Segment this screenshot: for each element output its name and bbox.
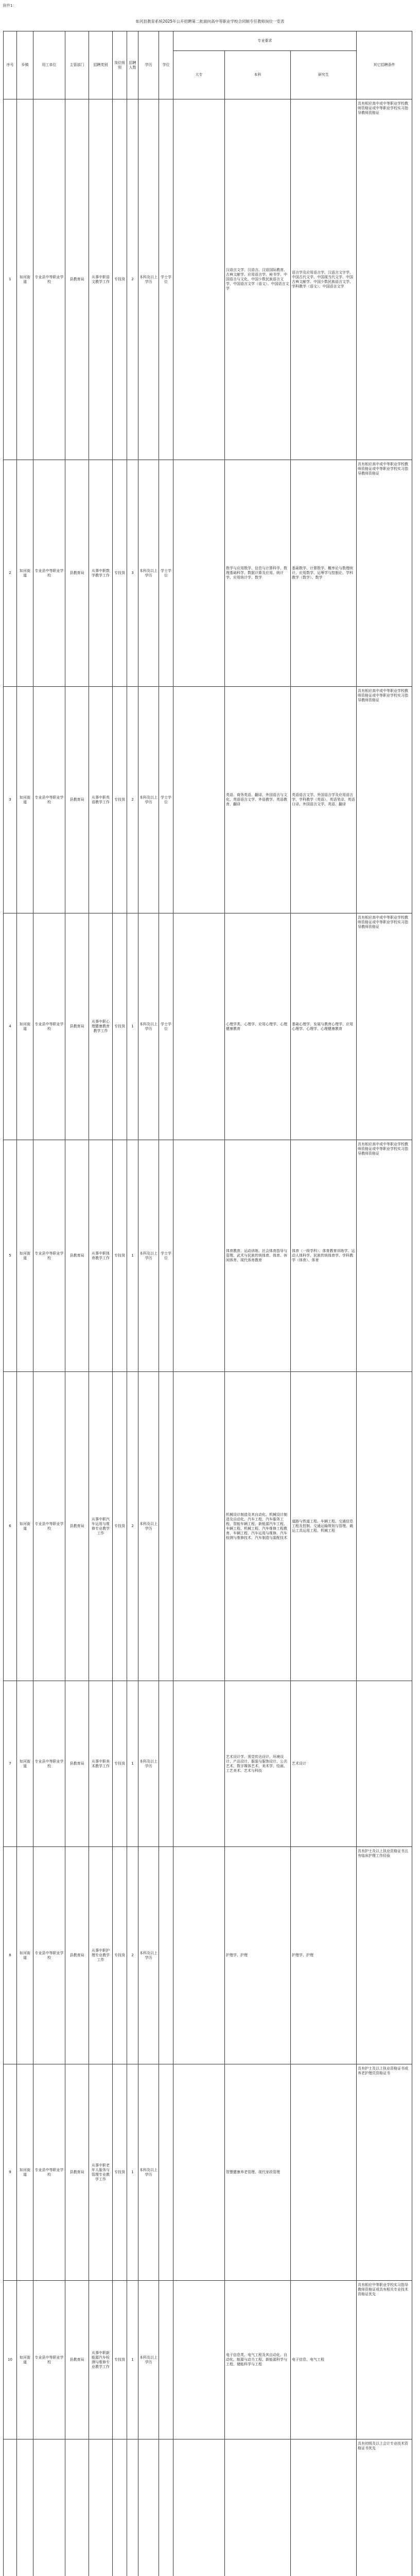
row-postgrad <box>291 2064 357 2281</box>
row-category: 从事中职汽车运用与维修专业教学工作 <box>89 1372 113 1681</box>
row-dept: 县教育局 <box>65 460 89 687</box>
row-edu: 本科及以上学历 <box>138 1681 159 1847</box>
row-undergrad <box>225 2439 291 2576</box>
job-table-wrapper <box>3 31 412 2576</box>
row-town: 如河街道 <box>17 913 33 1140</box>
row-town: 如河街道 <box>17 1847 33 2064</box>
row-undergrad: 数学与应用数学、信息与计算科学、数理基础科学、数据计算及应用、统计学、应用统计学、数学 <box>225 460 291 687</box>
table-row <box>4 1140 412 1372</box>
row-plan: 3 <box>127 460 138 687</box>
row-plan: 1 <box>127 1681 138 1847</box>
row-unit: 专业县中等职业学校 <box>33 1681 65 1847</box>
table-row <box>4 687 412 913</box>
row-town: 如河街道 <box>17 2281 33 2439</box>
row-category: 从事中职老年人服务与管理专业教学工作 <box>89 2064 113 2281</box>
row-degree: 学士学位 <box>159 99 173 460</box>
row-edu <box>138 2439 159 2576</box>
col-header-edu: 学历 <box>138 31 159 99</box>
row-postgrad: 道路与铁道工程、车辆工程、交通信息工程及控制、交通运输规划与管理、载运工具运用工程、机械工程 <box>291 1372 357 1681</box>
row-town: 如河街道 <box>17 460 33 687</box>
col-header-level: 岗位级别 <box>113 31 127 99</box>
row-other: 具有护士及以上执业资格证书或养老护理员资格证书 <box>357 2064 412 2281</box>
row-plan: 2 <box>127 1372 138 1681</box>
table-row <box>4 1681 412 1847</box>
row-postgrad: 艺术设计 <box>291 1681 357 1847</box>
row-postgrad: 英语语言文学、外国语言学及应用语言学、学科教学（英语）、英语笔译、英语口译、外国语言文学、英语、翻译 <box>291 687 357 913</box>
row-degree: 学士学位 <box>159 687 173 913</box>
row-other: 具有初级及以上会计专业技术资格证书优先 <box>357 2439 412 2576</box>
row-edu: 本科及以上学历 <box>138 460 159 687</box>
row-category: 从事中职体育教学工作 <box>89 1140 113 1372</box>
row-major-class <box>173 2439 225 2576</box>
row-postgrad: 护理学、护理 <box>291 1847 357 2064</box>
row-degree <box>159 2281 173 2439</box>
row-unit: 专业县中等职业学校 <box>33 913 65 1140</box>
row-level: 专技岗 <box>113 460 127 687</box>
row-town: 如河街道 <box>17 1372 33 1681</box>
row-plan: 2 <box>127 1847 138 2064</box>
row-undergrad: 心理学类、心理学、应用心理学、心理健康教育 <box>225 913 291 1140</box>
row-category: 从事中职语文教学工作 <box>89 99 113 460</box>
row-undergrad: 智慧健康养老管理、现代家政管理 <box>225 2064 291 2281</box>
row-degree <box>159 2064 173 2281</box>
row-category <box>89 2439 113 2576</box>
row-plan <box>127 2439 138 2576</box>
col-header-unit: 用工单位 <box>33 31 65 99</box>
header-row-1 <box>4 31 412 51</box>
table-row <box>4 2064 412 2281</box>
row-edu: 本科及以上学历 <box>138 1140 159 1372</box>
row-level: 专技岗 <box>113 1140 127 1372</box>
table-row <box>4 2439 412 2576</box>
row-major-class <box>173 1372 225 1681</box>
row-town: 如河街道 <box>17 687 33 913</box>
row-edu: 本科及以上学历 <box>138 1372 159 1681</box>
row-plan: 1 <box>127 2064 138 2281</box>
row-undergrad: 汉语言文学、汉语言、汉语国际教育、古典文献学、应用语言学、秘书学、中国语言与文化、中国少数民族语言文学、中国语言文学（语文）、中国语言文学 <box>225 99 291 460</box>
table-row <box>4 1372 412 1681</box>
row-edu: 本科及以上学历 <box>138 2281 159 2439</box>
row-major-class <box>173 1847 225 2064</box>
row-town <box>17 2439 33 2576</box>
row-level: 专技岗 <box>113 99 127 460</box>
row-dept: 县教育局 <box>65 1372 89 1681</box>
row-seq: 4 <box>4 913 17 1140</box>
row-degree: 学士学位 <box>159 913 173 1140</box>
row-town: 如河街道 <box>17 1140 33 1372</box>
row-postgrad: 体育（一级学科）、体育教育训练学、运动人体科学、民族传统体育学、学科教学（体育）、体育 <box>291 1140 357 1372</box>
row-postgrad: 基础数学、计算数学、概率论与数理统计、应用数学、运筹学与控制论、学科教学（数学）、数学 <box>291 460 357 687</box>
col-header-seq: 序号 <box>4 31 17 99</box>
row-dept: 县教育局 <box>65 687 89 913</box>
row-undergrad: 英语、商务英语、翻译、外国语言与文化、英语语言文学、外语教学、英语教育、翻译 <box>225 687 291 913</box>
row-dept: 县教育局 <box>65 913 89 1140</box>
row-degree <box>159 1372 173 1681</box>
row-unit: 专业县中等职业学校 <box>33 2281 65 2439</box>
row-degree <box>159 1847 173 2064</box>
row-other <box>357 1372 412 1681</box>
row-level: 专技岗 <box>113 2064 127 2281</box>
row-plan: 2 <box>127 99 138 460</box>
row-seq: 5 <box>4 1140 17 1372</box>
job-table-body <box>4 99 412 2576</box>
row-other: 具有相应中等职业学校实习指导教师资格证或具有相关专业技术资格证优先 <box>357 2281 412 2439</box>
row-major-class <box>173 687 225 913</box>
row-plan: 1 <box>127 2281 138 2439</box>
row-unit <box>33 2439 65 2576</box>
col-header-town: 乡镇 <box>17 31 33 99</box>
row-town: 如河街道 <box>17 1681 33 1847</box>
col-header-dept: 主管部门 <box>65 31 89 99</box>
row-level: 专技岗 <box>113 913 127 1140</box>
row-undergrad: 护理学、护理 <box>225 1847 291 2064</box>
row-seq: 6 <box>4 1372 17 1681</box>
col-header-postgrad: 研究生 <box>291 51 357 99</box>
col-header-category: 招聘类别 <box>89 31 113 99</box>
row-dept: 县教育局 <box>65 1847 89 2064</box>
row-category: 从事中职英语教学工作 <box>89 687 113 913</box>
row-plan: 1 <box>127 913 138 1140</box>
row-level: 专技岗 <box>113 1681 127 1847</box>
row-seq: 2 <box>4 460 17 687</box>
row-seq: 3 <box>4 687 17 913</box>
row-level: 专技岗 <box>113 2281 127 2439</box>
col-header-major-class: 大专 <box>173 51 225 99</box>
row-unit: 专业县中等职业学校 <box>33 1140 65 1372</box>
row-level: 专技岗 <box>113 687 127 913</box>
col-header-plan: 招聘人数 <box>127 31 138 99</box>
row-degree <box>159 2439 173 2576</box>
job-table <box>3 31 412 2576</box>
row-major-class <box>173 913 225 1140</box>
row-edu: 本科及以上学历 <box>138 913 159 1140</box>
row-other: 具有相应高中或中等职业学校教师资格证或中等职业学校实习指导教师资格证 <box>357 1140 412 1372</box>
row-plan: 2 <box>127 687 138 913</box>
row-level: 专技岗 <box>113 1372 127 1681</box>
row-undergrad: 艺术设计学、视觉传达设计、环境设计、产品设计、服装与服饰设计、公共艺术、数字媒体艺术、美术学、绘画、工艺美术、艺术与科技 <box>225 1681 291 1847</box>
row-category: 从事中职新能源汽车检测与维修专业教学工作 <box>89 2281 113 2439</box>
page-title: 如河县教育系统2025年公开招聘第二批面向高中等职业学校合同制专任教师岗位一览表 <box>135 19 285 24</box>
row-town: 如河街道 <box>17 2064 33 2281</box>
row-unit: 专业县中等职业学校 <box>33 1372 65 1681</box>
row-dept: 县教育局 <box>65 2281 89 2439</box>
row-major-class <box>173 2064 225 2281</box>
row-unit: 专业县中等职业学校 <box>33 2064 65 2281</box>
row-major-class <box>173 1681 225 1847</box>
row-other <box>357 1681 412 1847</box>
row-undergrad: 电子信息类、电气工程及其自动化、自动化、能源与动力工程、新能源科学与工程、储能科学与工程 <box>225 2281 291 2439</box>
row-other: 具有护士及以上执业资格证书且有临床护理工作经验 <box>357 1847 412 2064</box>
row-other: 具有相应高中或中等职业学校教师资格证或中等职业学校实习指导教师资格证 <box>357 460 412 687</box>
row-seq: 1 <box>4 99 17 460</box>
row-other: 具有相应高中或中等职业学校教师资格证或中等职业学校实习指导教师资格证 <box>357 913 412 1140</box>
row-dept: 县教育局 <box>65 1681 89 1847</box>
row-unit: 专业县中等职业学校 <box>33 687 65 913</box>
row-category: 从事中职护理专业教学工作 <box>89 1847 113 2064</box>
row-major-class <box>173 99 225 460</box>
row-seq: 9 <box>4 2064 17 2281</box>
row-major-class <box>173 460 225 687</box>
row-level <box>113 2439 127 2576</box>
row-postgrad: 电子信息、电气工程 <box>291 2281 357 2439</box>
row-postgrad: 基础心理学、发展与教育心理学、应用心理学、心理学、心理健康教育 <box>291 913 357 1140</box>
row-degree: 学士学位 <box>159 1140 173 1372</box>
row-unit: 专业县中等职业学校 <box>33 99 65 460</box>
row-category: 从事中职数学教学工作 <box>89 460 113 687</box>
row-other: 具有相应高中或中等职业学校教师资格证或中等职业学校实习指导教师资格证 <box>357 99 412 460</box>
row-undergrad: 机械设计制造及其自动化、机械设计制造及自动化、汽车工程、汽车服务工程、智能车辆工程、新能源汽车工程、车辆工程、机械工程、汽车维修工程教育、车辆工程、汽车运用与维修、汽车检测与维修技术、汽车制造与装配技术 <box>225 1372 291 1681</box>
row-dept: 县教育局 <box>65 1140 89 1372</box>
table-row <box>4 460 412 687</box>
row-major-class <box>173 1140 225 1372</box>
row-level: 专技岗 <box>113 1847 127 2064</box>
row-degree <box>159 1681 173 1847</box>
row-dept <box>65 2439 89 2576</box>
col-header-degree: 学位 <box>159 31 173 99</box>
row-major-class <box>173 2281 225 2439</box>
row-dept: 县教育局 <box>65 99 89 460</box>
row-seq: 7 <box>4 1681 17 1847</box>
row-edu: 本科及以上学历 <box>138 2064 159 2281</box>
row-seq <box>4 2439 17 2576</box>
row-edu: 本科及以上学历 <box>138 1847 159 2064</box>
row-dept: 县教育局 <box>65 2064 89 2281</box>
row-category: 从事中职心理健康教育教学工作 <box>89 913 113 1140</box>
table-row <box>4 1847 412 2064</box>
row-unit: 专业县中等职业学校 <box>33 1847 65 2064</box>
table-row <box>4 2281 412 2439</box>
row-edu: 本科及以上学历 <box>138 99 159 460</box>
row-seq: 10 <box>4 2281 17 2439</box>
row-other: 具有相应高中或中等职业学校教师资格证或中等职业学校实习指导教师资格证 <box>357 687 412 913</box>
attachment-label-top: 附件1： <box>3 4 16 8</box>
table-row <box>4 913 412 1140</box>
row-town: 如河街道 <box>17 99 33 460</box>
row-plan: 1 <box>127 1140 138 1372</box>
row-unit: 专业县中等职业学校 <box>33 460 65 687</box>
row-seq: 8 <box>4 1847 17 2064</box>
col-header-major-group: 专业要求 <box>173 31 357 51</box>
row-category: 从事中职美术教学工作 <box>89 1681 113 1847</box>
table-row <box>4 99 412 460</box>
row-degree: 学士学位 <box>159 460 173 687</box>
row-postgrad: 语言学及应用语言学、汉语言文字学、中国古代文学、中国现当代文学、中国古典文献学、中国少数民族语言文学、学科教学（语文）、中国语言文学 <box>291 99 357 460</box>
col-header-other: 其它招聘条件 <box>357 31 412 99</box>
row-edu: 本科及以上学历 <box>138 687 159 913</box>
row-postgrad <box>291 2439 357 2576</box>
col-header-undergrad: 本科 <box>225 51 291 99</box>
row-undergrad: 体育教育、运动训练、社会体育指导与管理、武术与民族传统体育、体育、休闲体育、现代体育教育 <box>225 1140 291 1372</box>
